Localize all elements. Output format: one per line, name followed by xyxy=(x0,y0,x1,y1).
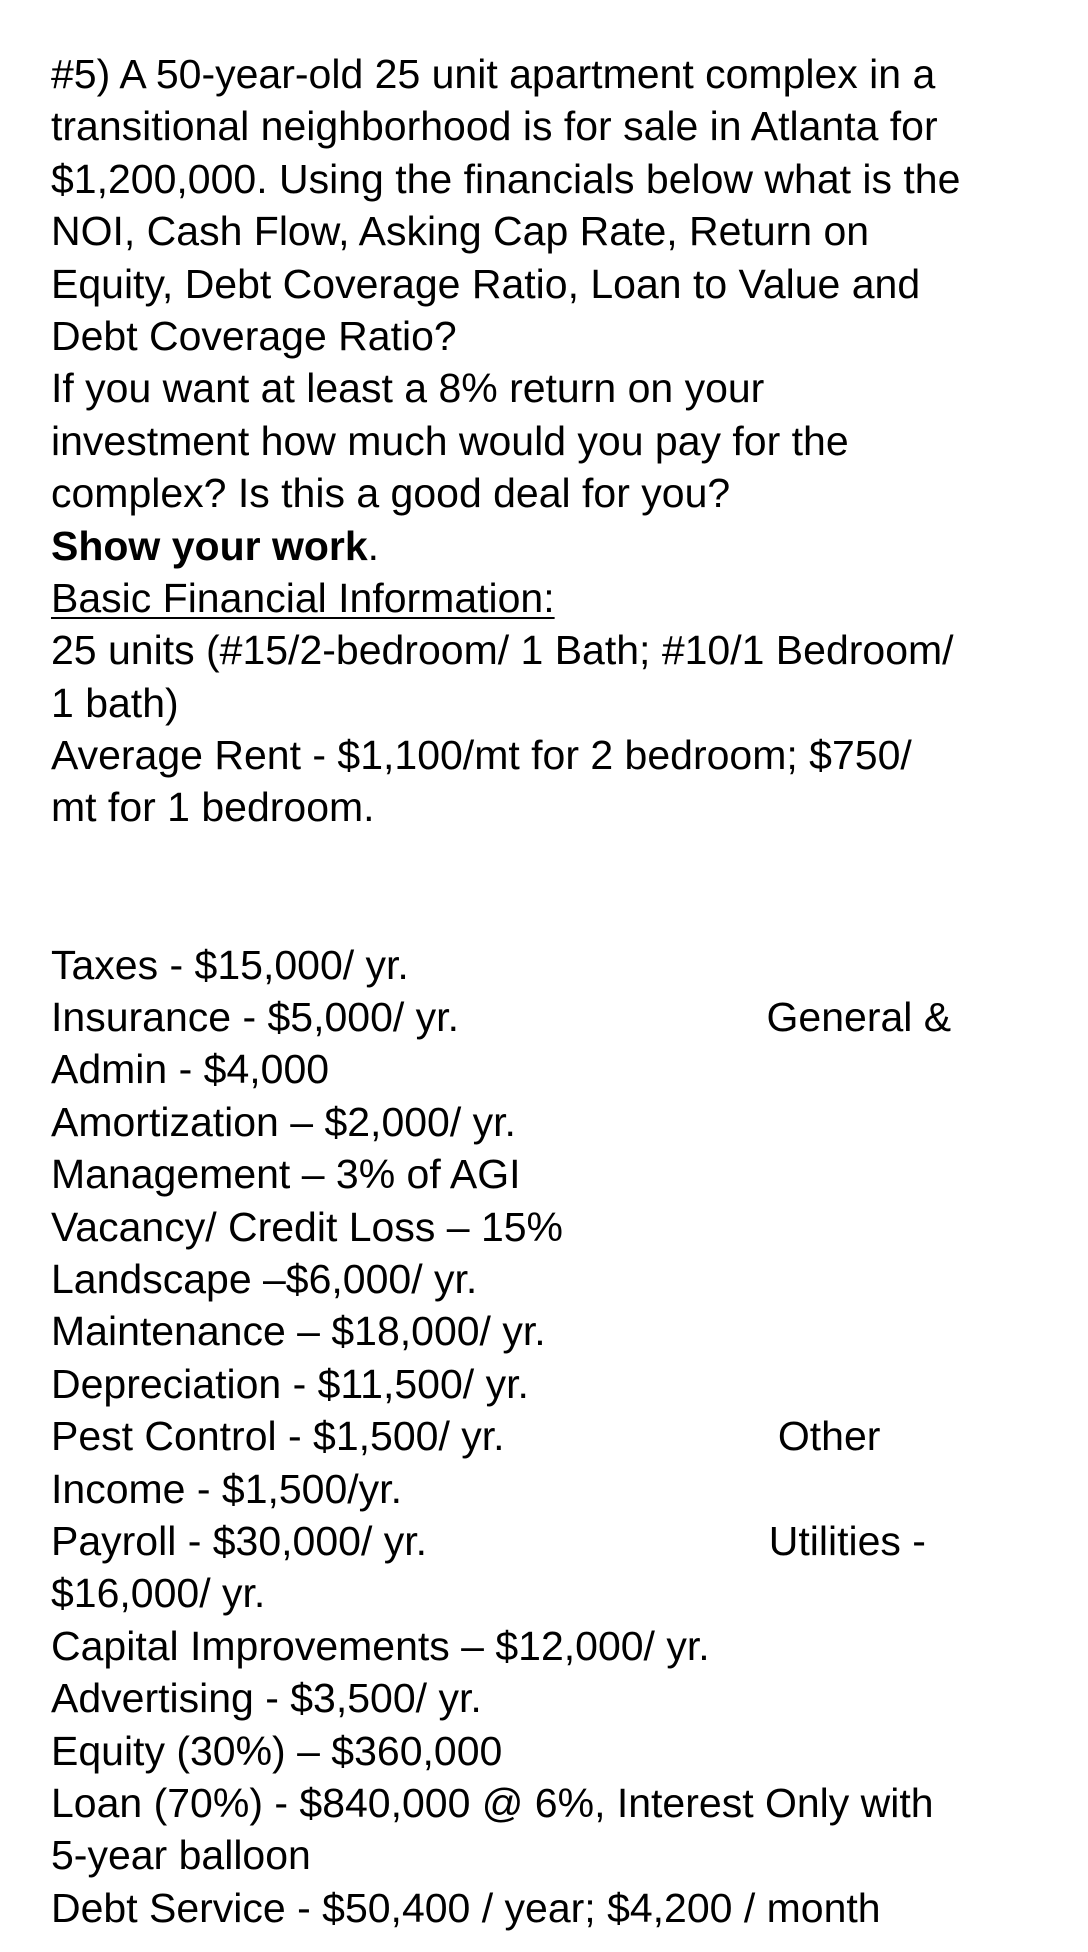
problem-line: investment how much would you pay for the xyxy=(51,417,849,464)
financial-item: Management – 3% of AGI xyxy=(51,1151,521,1198)
problem-line: transitional neighborhood is for sale in Atlanta for xyxy=(51,103,938,150)
financial-item: Insurance - $5,000/ yr. General & xyxy=(51,994,952,1041)
financial-item: Landscape –$6,000/ yr. xyxy=(51,1256,478,1302)
basic-financial-info-section xyxy=(51,572,1041,834)
info-line: 1 bath) xyxy=(51,679,179,726)
problem-line: Equity, Debt Coverage Ratio, Loan to Value and xyxy=(51,260,921,307)
info-line: mt for 1 bedroom. xyxy=(51,784,375,831)
document-body xyxy=(51,48,1041,1934)
financial-item: Income - $1,500/yr. xyxy=(51,1465,402,1512)
financial-item: Advertising - $3,500/ yr. xyxy=(51,1675,482,1722)
show-work-bold-text: Show your work xyxy=(51,522,368,569)
problem-line: NOI, Cash Flow, Asking Cap Rate, Return on xyxy=(51,208,870,255)
problem-line: $1,200,000. Using the financials below what is the xyxy=(51,155,961,202)
info-line: Average Rent - $1,100/mt for 2 bedroom; $750/ xyxy=(51,732,912,779)
financial-item: Loan (70%) - $840,000 @ 6%, Interest Only with xyxy=(51,1779,934,1826)
section-heading-text: Basic Financial Information: xyxy=(51,574,555,621)
financial-item: $16,000/ yr. xyxy=(51,1570,266,1617)
show-work-instruction xyxy=(51,520,1041,572)
problem-statement xyxy=(51,48,1041,572)
problem-line: Debt Coverage Ratio? xyxy=(51,312,457,359)
financial-item: Amortization – $2,000/ yr. xyxy=(51,1098,516,1145)
financial-item: Vacancy/ Credit Loss – 15% xyxy=(51,1203,563,1250)
info-line: 25 units (#15/2-bedroom/ 1 Bath; #10/1 Bedroom/ xyxy=(51,627,954,674)
financials-list xyxy=(51,939,1041,1934)
financial-item: Debt Service - $50,400 / year; $4,200 / month xyxy=(51,1884,881,1931)
blank-space xyxy=(51,834,1041,939)
financial-item: Capital Improvements – $12,000/ yr. xyxy=(51,1622,710,1669)
problem-line: If you want at least a 8% return on your xyxy=(51,365,765,412)
financial-item: Payroll - $30,000/ yr. Utilities - xyxy=(51,1517,926,1564)
financial-item: Equity (30%) – $360,000 xyxy=(51,1727,503,1774)
problem-line: complex? Is this a good deal for you? xyxy=(51,470,731,517)
financial-item: Depreciation - $11,500/ yr. xyxy=(51,1360,529,1407)
financial-item: Taxes - $15,000/ yr. xyxy=(51,941,409,988)
show-work-period: . xyxy=(367,522,380,569)
financial-item: 5-year balloon xyxy=(51,1832,311,1879)
financial-item: Admin - $4,000 xyxy=(51,1046,330,1093)
problem-line: #5) A 50-year-old 25 unit apartment complex in a xyxy=(51,51,936,97)
financial-item: Pest Control - $1,500/ yr. Other xyxy=(51,1413,881,1460)
section-heading xyxy=(51,572,1041,624)
financial-item: Maintenance – $18,000/ yr. xyxy=(51,1308,546,1355)
